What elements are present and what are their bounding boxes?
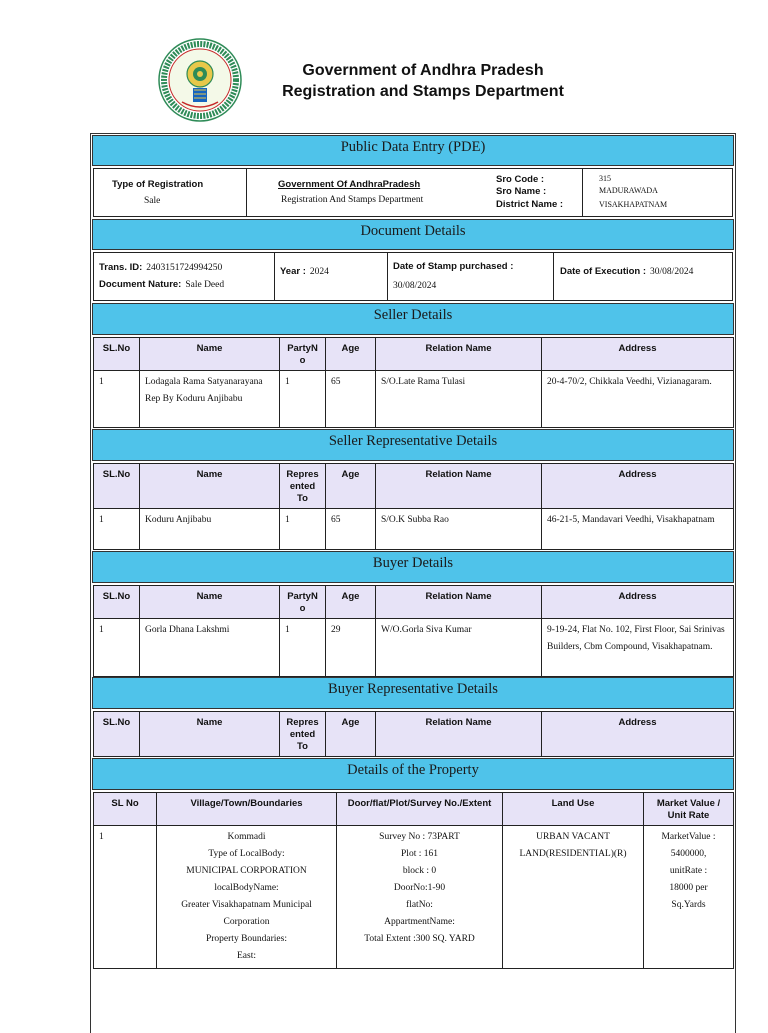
property-table bbox=[93, 792, 734, 969]
seller-rep-table bbox=[93, 463, 734, 550]
col-sl-no: SL.No bbox=[94, 586, 140, 619]
buyer-age: 29 bbox=[326, 619, 376, 677]
buyer-address: 9-19-24, Flat No. 102, First Floor, Sai Srinivas Builders, Cbm Compound, Visakhapatnam. bbox=[542, 619, 734, 677]
registration-type-value: Sale bbox=[144, 196, 161, 206]
seller-rep-address: 46-21-5, Mandavari Veedhi, Visakhapatnam bbox=[542, 509, 734, 550]
col-relation-name: Relation Name bbox=[376, 712, 542, 757]
col-age: Age bbox=[326, 586, 376, 619]
col-party-no: PartyN o bbox=[280, 586, 326, 619]
col-party-no: PartyN o bbox=[280, 338, 326, 371]
buyer-details-header: Buyer Details bbox=[92, 551, 734, 583]
year-value: 2024 bbox=[309, 267, 329, 277]
seller-rep-party: 1 bbox=[280, 509, 326, 550]
buyer-rep-table bbox=[93, 711, 734, 757]
trans-id-label: Trans. ID: bbox=[99, 262, 143, 273]
village-line: localBodyName: bbox=[214, 883, 279, 893]
seller-representative-header: Seller Representative Details bbox=[92, 429, 734, 461]
door-line: Total Extent :300 SQ. YARD bbox=[364, 934, 475, 944]
district-name-label: District Name : bbox=[496, 199, 564, 210]
col-relation-name: Relation Name bbox=[376, 338, 542, 371]
market-line: MarketValue : bbox=[661, 832, 716, 842]
col-name: Name bbox=[140, 712, 280, 757]
government-title: Government of Andhra Pradesh bbox=[302, 62, 544, 79]
seller-table bbox=[93, 337, 734, 428]
seller-rep-sl: 1 bbox=[94, 509, 140, 550]
trans-cell bbox=[94, 253, 275, 300]
sro-name-value: MADURAWADA bbox=[599, 186, 658, 195]
col-sl-no: SL No bbox=[94, 793, 157, 826]
seller-sl: 1 bbox=[94, 371, 140, 428]
seller-name: Lodagala Rama Satyanarayana Rep By Koduru Anjibabu bbox=[140, 371, 280, 428]
seller-age: 65 bbox=[326, 371, 376, 428]
market-line: Sq.Yards bbox=[671, 900, 706, 910]
col-age: Age bbox=[326, 464, 376, 509]
door-line: Plot : 161 bbox=[401, 849, 438, 859]
col-sl-no: SL.No bbox=[94, 338, 140, 371]
village-line: Greater Visakhapatnam Municipal bbox=[181, 900, 312, 910]
buyer-table bbox=[93, 585, 734, 677]
col-land-use: Land Use bbox=[503, 793, 644, 826]
col-address: Address bbox=[542, 586, 734, 619]
col-age: Age bbox=[326, 712, 376, 757]
document-nature-label: Document Nature: bbox=[99, 279, 182, 290]
property-details-header: Details of the Property bbox=[92, 758, 734, 790]
village-line: MUNICIPAL CORPORATION bbox=[186, 866, 307, 876]
document-info-box bbox=[93, 252, 733, 301]
execution-date-value: 30/08/2024 bbox=[650, 267, 694, 277]
district-name-value: VISAKHAPATNAM bbox=[599, 200, 668, 209]
col-represented-to: Repres ented To bbox=[280, 712, 326, 757]
property-sl: 1 bbox=[94, 826, 157, 969]
document-details-header: Document Details bbox=[92, 219, 734, 250]
department-subname: Registration And Stamps Department bbox=[281, 195, 424, 205]
col-sl-no: SL.No bbox=[94, 712, 140, 757]
col-name: Name bbox=[140, 464, 280, 509]
stamp-date-label: Date of Stamp purchased : bbox=[393, 261, 514, 272]
table-row bbox=[94, 619, 734, 677]
seller-header-row bbox=[94, 338, 734, 371]
trans-id-value: 2403151724994250 bbox=[146, 263, 223, 273]
stamp-date-cell bbox=[388, 253, 554, 300]
land-use-line: URBAN VACANT bbox=[536, 832, 610, 842]
property-door-survey bbox=[337, 826, 503, 969]
seller-relation: S/O.Late Rama Tulasi bbox=[376, 371, 542, 428]
buyer-name: Gorla Dhana Lakshmi bbox=[140, 619, 280, 677]
buyer-representative-header: Buyer Representative Details bbox=[92, 677, 734, 709]
door-line: Survey No : 73PART bbox=[379, 832, 460, 842]
seller-rep-header-row bbox=[94, 464, 734, 509]
buyer-relation: W/O.Gorla Siva Kumar bbox=[376, 619, 542, 677]
execution-date-label: Date of Execution : bbox=[560, 266, 647, 277]
door-line: block : 0 bbox=[402, 866, 437, 876]
buyer-header-row bbox=[94, 586, 734, 619]
village-line: Kommadi bbox=[227, 832, 266, 842]
village-line: East: bbox=[237, 951, 256, 961]
land-use-line: LAND(RESIDENTIAL)(R) bbox=[519, 849, 627, 859]
property-land-use bbox=[503, 826, 644, 969]
stamp-date-value: 30/08/2024 bbox=[393, 281, 437, 291]
andhra-pradesh-seal-logo bbox=[158, 38, 242, 122]
col-address: Address bbox=[542, 338, 734, 371]
door-line: AppartmentName: bbox=[384, 917, 455, 927]
market-line: 5400000, bbox=[670, 849, 707, 859]
col-sl-no: SL.No bbox=[94, 464, 140, 509]
door-line: flatNo: bbox=[406, 900, 433, 910]
col-name: Name bbox=[140, 586, 280, 619]
sro-code-value: 315 bbox=[599, 174, 611, 183]
property-header-row bbox=[94, 793, 734, 826]
col-address: Address bbox=[542, 712, 734, 757]
buyer-rep-header-row bbox=[94, 712, 734, 757]
col-address: Address bbox=[542, 464, 734, 509]
table-row bbox=[94, 371, 734, 428]
year-cell bbox=[275, 253, 388, 300]
seller-rep-name: Koduru Anjibabu bbox=[140, 509, 280, 550]
seller-details-header: Seller Details bbox=[92, 303, 734, 335]
col-age: Age bbox=[326, 338, 376, 371]
seller-party: 1 bbox=[280, 371, 326, 428]
sro-code-label: Sro Code : bbox=[496, 174, 545, 185]
property-village bbox=[157, 826, 337, 969]
col-represented-to: Repres ented To bbox=[280, 464, 326, 509]
table-row bbox=[94, 826, 734, 969]
document-nature-value: Sale Deed bbox=[185, 280, 225, 290]
market-line: unitRate : bbox=[669, 866, 708, 876]
col-relation-name: Relation Name bbox=[376, 586, 542, 619]
col-name: Name bbox=[140, 338, 280, 371]
seller-address: 20-4-70/2, Chikkala Veedhi, Vizianagaram. bbox=[542, 371, 734, 428]
pde-section-header: Public Data Entry (PDE) bbox=[92, 135, 734, 166]
pde-info-box bbox=[93, 168, 733, 217]
village-line: Type of LocalBody: bbox=[208, 849, 285, 859]
table-row bbox=[94, 509, 734, 550]
buyer-sl: 1 bbox=[94, 619, 140, 677]
seller-rep-relation: S/O.K Subba Rao bbox=[376, 509, 542, 550]
department-name: Government Of AndhraPradesh bbox=[278, 179, 421, 190]
department-title: Registration and Stamps Department bbox=[282, 83, 564, 100]
year-label: Year : bbox=[280, 266, 306, 277]
col-market-value: Market Value / Unit Rate bbox=[644, 793, 734, 826]
village-line: Corporation bbox=[223, 917, 270, 927]
door-line: DoorNo:1-90 bbox=[393, 883, 446, 893]
market-line: 18000 per bbox=[669, 883, 708, 893]
registration-type-label: Type of Registration bbox=[112, 179, 204, 190]
buyer-party: 1 bbox=[280, 619, 326, 677]
sro-name-label: Sro Name : bbox=[496, 186, 547, 197]
col-village: Village/Town/Boundaries bbox=[157, 793, 337, 826]
col-relation-name: Relation Name bbox=[376, 464, 542, 509]
village-line: Property Boundaries: bbox=[205, 934, 287, 944]
registration-type-cell bbox=[94, 169, 247, 216]
seller-rep-age: 65 bbox=[326, 509, 376, 550]
col-door-survey: Door/flat/Plot/Survey No./Extent bbox=[337, 793, 503, 826]
property-market-value bbox=[644, 826, 734, 969]
